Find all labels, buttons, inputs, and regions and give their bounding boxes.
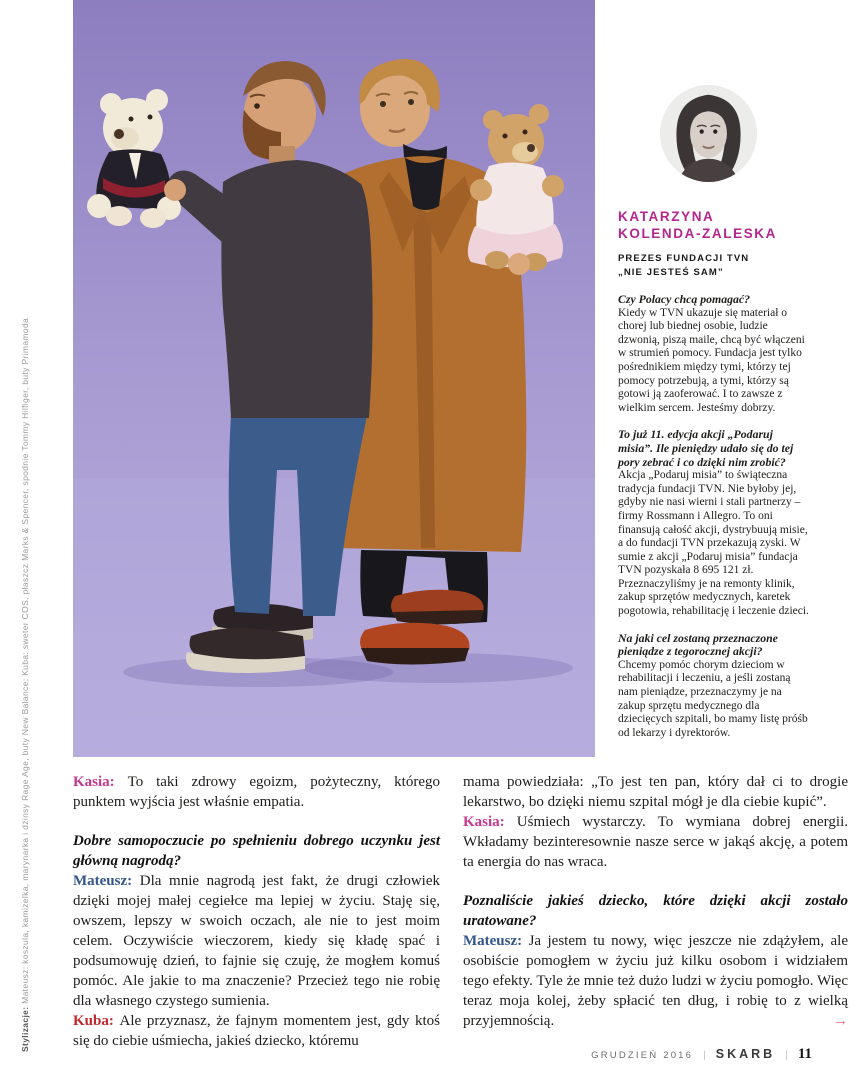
sidebar-answer: Chcemy pomóc chorym dzieciom w rehabilitacji i leczeniu, a jeśli zostaną nam pieniądze, przeznaczymy je na zakup sprzętu medycznego dla dziecięcych szpitali, bo mamy listę próśb od lekarzy i dyrektorów. <box>618 658 808 739</box>
interview-answer: Kasia: To taki zdrowy egoizm, pożyteczny, którego punktem wyjścia jest właśnie empatia. <box>73 774 440 810</box>
interview-question: Poznaliście jakieś dziecko, które dzięki akcji zostało uratowane? <box>463 893 848 929</box>
page-footer <box>591 1046 812 1063</box>
sidebar-question: Na jaki cel zostaną przeznaczone pieniądze z tegorocznej akcji? <box>618 630 778 659</box>
expert-role-line2: „NIE JESTEŚ SAM” <box>618 267 724 278</box>
interview-answer: Kuba: Ale przyznasz, że fajnym momentem jest, gdy ktoś się do ciebie uśmiecha, jakieś dziecko, któremu <box>73 1013 440 1049</box>
interview-answer: Mateusz: Dla mnie nagrodą jest fakt, że drugi człowiek dzięki mojej małej cegiełce ma lepiej w życiu. Staję się, owszem, lepszy w swoich oczach, ale nie to jest moim celem. Oczywiście wieczorem, kiedy się kładę spać i podsumowuję dzień, to fajnie się czuję, że mogłem komuś pomóc. Ale jakie to ma znaczenie? Przecież tego nie robię dla własnego czystego sumienia. <box>73 873 440 1009</box>
footer-date: GRUDZIEŃ 2016 <box>591 1050 694 1061</box>
interview-section <box>73 772 848 1051</box>
styling-credits <box>20 280 36 1052</box>
expert-name-line1: KATARZYNA <box>618 209 715 224</box>
styling-credits-label: Stylizacje: <box>20 1006 30 1052</box>
sidebar-answer: Akcja „Podaruj misia” to świąteczna tradycja fundacji TVN. Nie byłoby jej, gdyby nie nasi wierni i stali partnerzy – firmy Rossmann i Allegro. To oni finansują całość akcji, dystrybuują misie, a do fundacji TVN przekazują zyski. W sumie z akcji „Podaruj misia” fundacja TVN pozyskała 8 695 121 zł. Przeznaczyliśmy je na remonty klinik, zakup sprzętów medycznych, karetek pogotowia, rehabilitację i leczenie dzieci. <box>618 469 809 618</box>
interview-answer: Mateusz: Ja jestem tu nowy, więc jeszcze nie zdążyłem, ale osobiście pomogłem w życiu już kilku osobom i widziałem tego efekty. Tyle że mnie też dużo ludzi w życiu pomogło. Więc teraz moja kolej, żeby spłacić ten dług, i robię to z wielką przyjemnością. → <box>463 933 848 1029</box>
speaker-label: Mateusz: <box>463 933 529 949</box>
footer-separator: | <box>785 1050 788 1061</box>
speaker-label: Kasia: <box>463 814 517 830</box>
photo-hand-right <box>508 253 530 275</box>
photo-hand-left <box>164 179 186 201</box>
cover-photo <box>73 0 595 757</box>
footer-magazine-title: SKARB <box>715 1047 776 1061</box>
interview-question: Dobre samopoczucie po spełnieniu dobrego uczynku jest główną nagrodą? <box>73 833 440 869</box>
sidebar-question: To już 11. edycja akcji „Podaruj misia”. Ile pieniędzy udało się do tej pory zebrać i co dzięki nim zrobić? <box>618 427 794 469</box>
expert-sidebar <box>618 85 810 740</box>
sidebar-question: Czy Polacy chcą pomagać? <box>618 292 751 306</box>
interview-answer: mama powiedziała: „To jest ten pan, który dał ci to drogie lekarstwo, bo dzięki niemu szpital mógł je dla ciebie kupić”. <box>463 774 848 810</box>
styling-credits-text: Mateusz: koszula, kamizelka, marynarka i dżinsy Rage Age, buty New Balance; Kuba: sweter COS, płaszcz Marks & Spencer, spodnie Tommy Hilfiger, buty Primamoda <box>20 317 30 1007</box>
speaker-label: Kuba: <box>73 1013 120 1029</box>
expert-role <box>618 252 810 280</box>
cover-photo-illustration <box>73 0 595 757</box>
speaker-label: Mateusz: <box>73 873 140 889</box>
expert-name-line2: KOLENDA-ZALESKA <box>618 226 777 241</box>
continuation-arrow-icon: → <box>833 1013 848 1029</box>
speaker-label: Kasia: <box>73 774 128 790</box>
interview-answer: Kasia: Uśmiech wystarczy. To wymiana dobrej energii. Wkładamy bezinteresownie nasze serce w jakąś akcję, a potem ta energia do nas wraca. <box>463 814 848 870</box>
footer-separator: | <box>703 1050 706 1061</box>
sidebar-qa <box>618 293 810 740</box>
footer-page-number: 11 <box>797 1046 812 1062</box>
interview-column-right <box>463 772 848 1051</box>
portrait-photo <box>660 85 757 182</box>
sidebar-answer: Kiedy w TVN ukazuje się materiał o chorej lub biednej osobie, ludzie dzwonią, piszą maile, chcą być włączeni w strumień pomocy. Fundacja jest tylko pośrednikiem między tymi, którzy tej pomocy potrzebują, a tymi, którzy są gotowi ją zaoferować. I to zawsze z wielkim sercem. Jesteśmy dobrzy. <box>618 306 805 414</box>
expert-name <box>618 208 810 242</box>
interview-column-left <box>73 772 440 1051</box>
portrait-illustration <box>660 85 757 182</box>
expert-role-line1: PREZES FUNDACJI TVN <box>618 253 750 264</box>
